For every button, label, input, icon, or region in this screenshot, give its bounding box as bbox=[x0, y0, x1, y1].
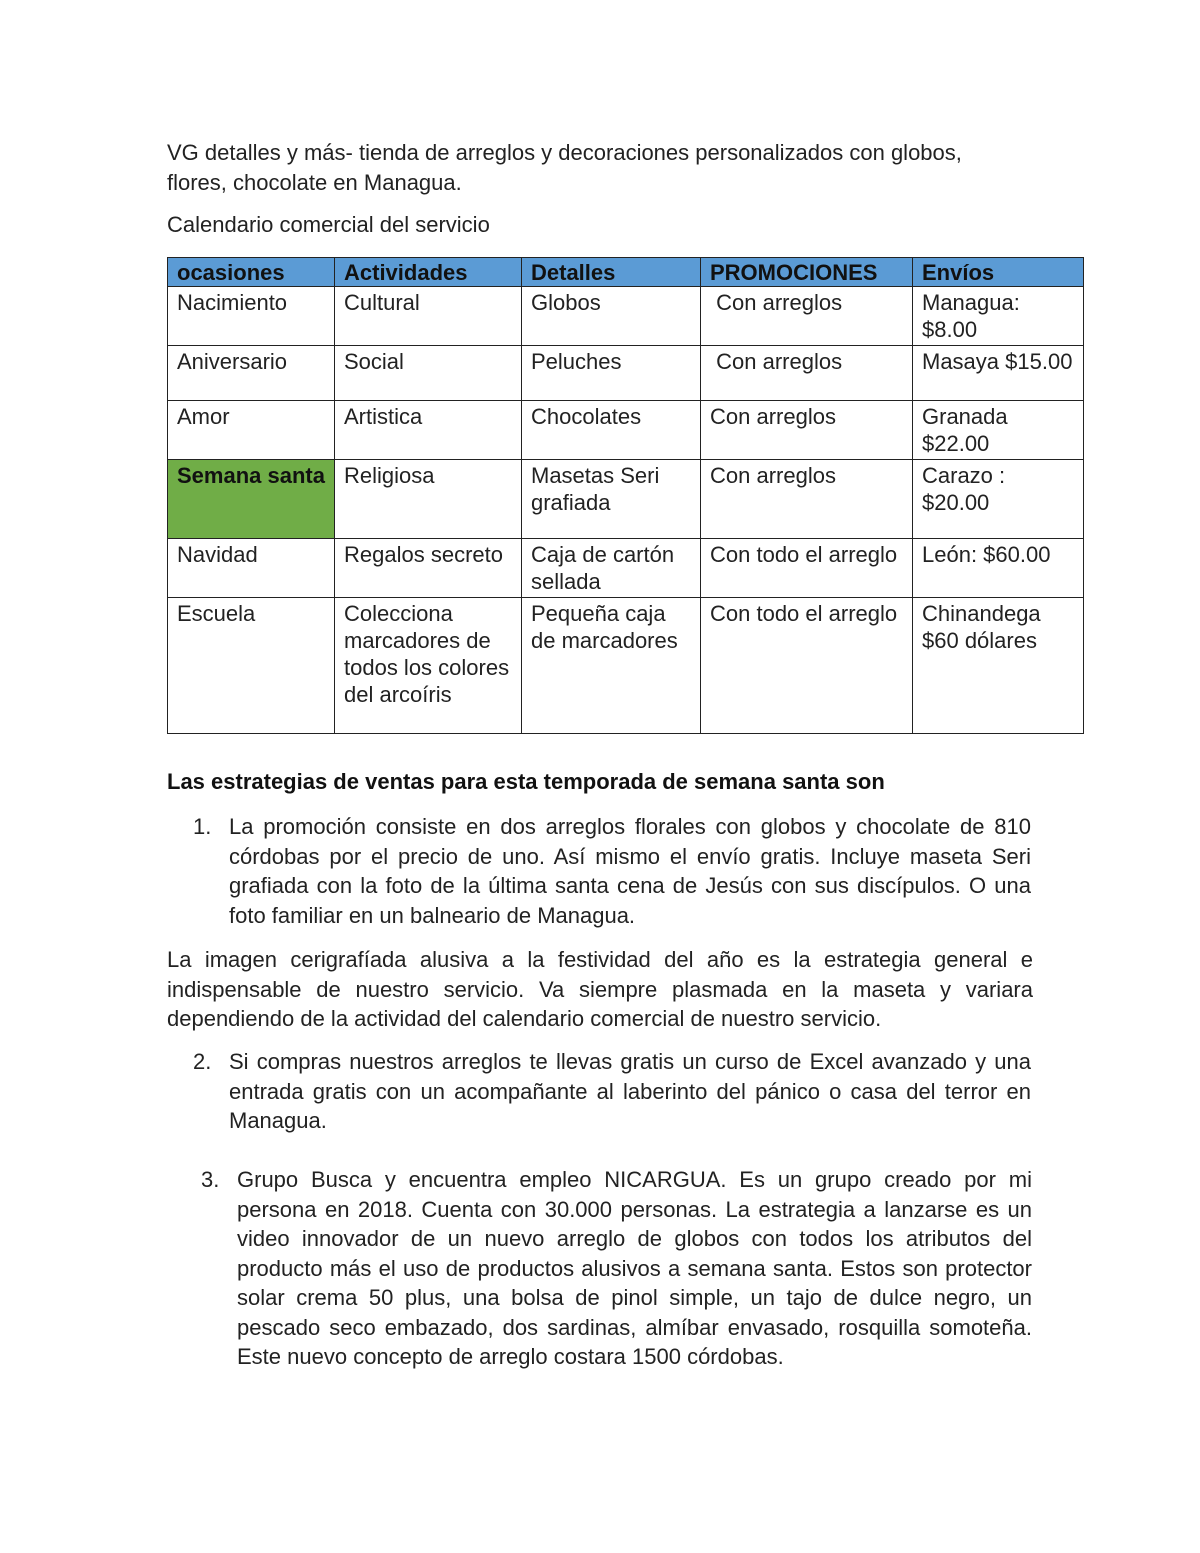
table-cell: Carazo : $20.00 bbox=[913, 460, 1084, 539]
table-cell: Cultural bbox=[335, 287, 522, 346]
table-cell: Con arreglos bbox=[701, 401, 913, 460]
list-item-number: 3. bbox=[201, 1167, 220, 1192]
table-cell-highlighted: Semana santa bbox=[168, 460, 335, 539]
table-cell: Peluches bbox=[522, 346, 701, 401]
table-cell: Granada $22.00 bbox=[913, 401, 1084, 460]
table-header-row bbox=[168, 258, 1084, 287]
calendar-subtitle: Calendario comercial del servicio bbox=[167, 212, 490, 237]
table-cell: Religiosa bbox=[335, 460, 522, 539]
table-cell: León: $60.00 bbox=[913, 539, 1084, 598]
list-item bbox=[201, 1165, 1032, 1372]
header-detalles: Detalles bbox=[522, 258, 701, 287]
list-item-text: La promoción consiste en dos arreglos florales con globos y chocolate de 810 córdobas por el precio de uno. Así mismo el envío gratis. Incluye maseta Seri grafiada con la foto de la última santa cena de Jesús con sus discípulos. O una foto familiar en un balneario de Managua. bbox=[229, 814, 1031, 928]
header-actividades: Actividades bbox=[335, 258, 522, 287]
list-item-text: Si compras nuestros arreglos te llevas gratis un curso de Excel avanzado y una entrada gratis con un acompañante al laberinto del pánico o casa del terror en Managua. bbox=[229, 1049, 1031, 1133]
table-cell: Chocolates bbox=[522, 401, 701, 460]
table-cell: Masaya $15.00 bbox=[913, 346, 1084, 401]
list-item-number: 2. bbox=[193, 1049, 212, 1074]
table-cell: Colecciona marcadores de todos los colores del arcoíris bbox=[335, 598, 522, 734]
intro-line-2: flores, chocolate en Managua. bbox=[167, 170, 462, 195]
table-row bbox=[168, 460, 1084, 539]
list-item bbox=[193, 1047, 1031, 1136]
table-cell: Social bbox=[335, 346, 522, 401]
table-cell: Con arreglos bbox=[701, 346, 913, 401]
table-cell: Regalos secreto bbox=[335, 539, 522, 598]
intro-line-1: VG detalles y más- tienda de arreglos y decoraciones personalizados con globos, bbox=[167, 140, 962, 165]
intro-block bbox=[167, 138, 1033, 240]
table-cell: Pequeña caja de marcadores bbox=[522, 598, 701, 734]
table-cell: Amor bbox=[168, 401, 335, 460]
table-cell: Managua: $8.00 bbox=[913, 287, 1084, 346]
table-cell: Globos bbox=[522, 287, 701, 346]
commercial-calendar-table bbox=[167, 257, 1084, 734]
table-cell: Chinandega $60 dólares bbox=[913, 598, 1084, 734]
list-item-text: Grupo Busca y encuentra empleo NICARGUA. Es un grupo creado por mi persona en 2018. Cuenta con 30.000 personas. La estrategia a lanzarse es un video innovador de un nuevo arreglo de globos con todos los atributos del producto más el uso de productos alusivos a semana santa. Estos son protector solar crema 50 plus, una bolsa de pinol simple, un tajo de dulce negro, un pescado seco embazado, dos sardinas, almíbar envasado, rosquilla somoteña. Este nuevo concepto de arreglo costara 1500 córdobas. bbox=[237, 1167, 1032, 1369]
table-cell: Con arreglos bbox=[701, 460, 913, 539]
strategy-paragraph: La imagen cerigrafíada alusiva a la festividad del año es la estrategia general e indispensable de nuestro servicio. Va siempre plasmada en la maseta y variara dependiendo de la actividad del calendario comercial de nuestro servicio. bbox=[167, 947, 1033, 1031]
table-cell: Navidad bbox=[168, 539, 335, 598]
table-row bbox=[168, 598, 1084, 734]
table-row bbox=[168, 401, 1084, 460]
table-row bbox=[168, 539, 1084, 598]
table-cell: Nacimiento bbox=[168, 287, 335, 346]
list-item bbox=[193, 812, 1031, 930]
strategies-heading: Las estrategias de ventas para esta temporada de semana santa son bbox=[167, 769, 885, 794]
header-promociones: PROMOCIONES bbox=[701, 258, 913, 287]
table-cell: Con todo el arreglo bbox=[701, 598, 913, 734]
list-item-number: 1. bbox=[193, 814, 212, 839]
table-cell: Aniversario bbox=[168, 346, 335, 401]
table-cell: Con arreglos bbox=[701, 287, 913, 346]
table-cell: Masetas Seri grafiada bbox=[522, 460, 701, 539]
header-envios: Envíos bbox=[913, 258, 1084, 287]
header-ocasiones: ocasiones bbox=[168, 258, 335, 287]
table-cell: Artistica bbox=[335, 401, 522, 460]
table-cell: Caja de cartón sellada bbox=[522, 539, 701, 598]
table-cell: Con todo el arreglo bbox=[701, 539, 913, 598]
table-row bbox=[168, 287, 1084, 346]
table-cell: Escuela bbox=[168, 598, 335, 734]
table-row bbox=[168, 346, 1084, 401]
